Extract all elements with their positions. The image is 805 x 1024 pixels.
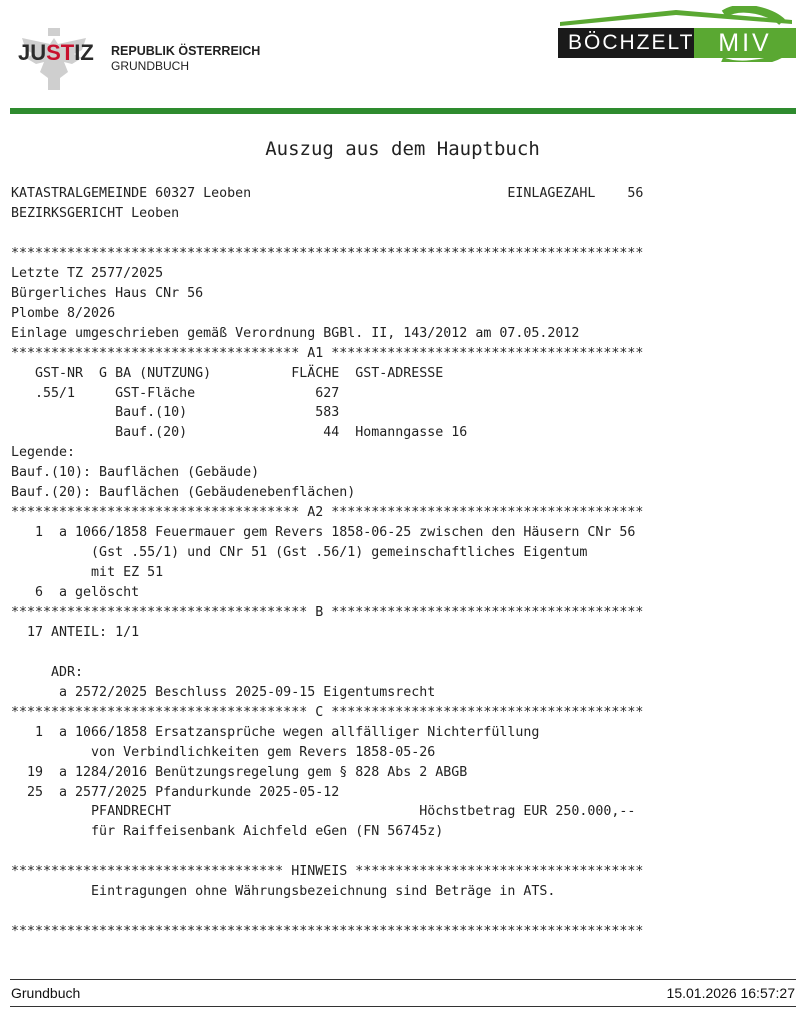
- document-line: .55/1 GST-Fläche 627: [11, 385, 340, 401]
- registry-subtitle: GRUNDBUCH: [111, 59, 189, 73]
- document-line: ************************************* B ***************************************: [11, 604, 644, 620]
- header-divider: [10, 108, 796, 114]
- document-line: 25 a 2577/2025 Pfandurkunde 2025-05-12: [11, 784, 340, 800]
- document-line: ********************************** HINWEIS ************************************: [11, 864, 644, 880]
- document-line: ************************************ A1 ***************************************: [11, 345, 644, 361]
- document-line: ************************************ A2 ***************************************: [11, 505, 644, 521]
- document-line: Einlage umgeschrieben gemäß Verordnung BGBl. II, 143/2012 am 07.05.2012: [11, 325, 580, 341]
- document-line: a 2572/2025 Beschluss 2025-09-15 Eigentumsrecht: [11, 684, 436, 700]
- document-line: ADR:: [11, 664, 84, 680]
- document-line: Bauf.(10): Bauflächen (Gebäude): [11, 465, 260, 481]
- document-line: Letzte TZ 2577/2025: [11, 265, 164, 281]
- document-line: Eintragungen ohne Währungsbezeichnung sind Beträge in ATS.: [11, 884, 556, 900]
- republic-heading: [111, 44, 260, 74]
- document-line: PFANDRECHT Höchstbetrag EUR 250.000,--: [11, 804, 636, 820]
- document-line: ************************************* C ***************************************: [11, 704, 644, 720]
- justiz-wordmark: JUSTIZ: [18, 40, 94, 65]
- document-line: von Verbindlichkeiten gem Revers 1858-05-26: [11, 744, 436, 760]
- document-line: BEZIRKSGERICHT Leoben: [11, 205, 180, 221]
- footer-top-rule: [10, 979, 796, 980]
- brand-name-left: BÖCHZELT: [558, 28, 694, 58]
- document-line: 17 ANTEIL: 1/1: [11, 624, 140, 640]
- document-line: Bauf.(10) 583: [11, 405, 340, 421]
- document-line: GST-NR G BA (NUTZUNG) FLÄCHE GST-ADRESSE: [11, 365, 444, 381]
- document-title: Auszug aus dem Hauptbuch: [265, 138, 540, 160]
- document-line: 6 a gelöscht: [11, 585, 140, 600]
- document-line: für Raiffeisenbank Aichfeld eGen (FN 56745z): [11, 824, 444, 840]
- document-line: Legende:: [11, 445, 76, 461]
- document-line: *******************************************************************************: [11, 245, 644, 261]
- brand-logo: [556, 6, 798, 62]
- page-header: [0, 0, 805, 118]
- document-line: KATASTRALGEMEINDE 60327 Leoben EINLAGEZAHL 56: [11, 186, 644, 201]
- document-line: Bauf.(20): Bauflächen (Gebäudenebenflächen): [11, 485, 356, 501]
- document-line: 1 a 1066/1858 Feuermauer gem Revers 1858-06-25 zwischen den Häusern CNr 56: [11, 525, 636, 541]
- document-line: Bürgerliches Haus CNr 56: [11, 285, 204, 301]
- document-line: Bauf.(20) 44 Homanngasse 16: [11, 425, 468, 441]
- footer-bottom-rule: [10, 1006, 796, 1007]
- document-line: (Gst .55/1) und CNr 51 (Gst .56/1) gemeinschaftliches Eigentum: [11, 545, 588, 561]
- republic-title: REPUBLIK ÖSTERREICH: [111, 44, 261, 58]
- document-line: Plombe 8/2026: [11, 305, 116, 321]
- footer-timestamp: 15.01.2026 16:57:27: [666, 985, 795, 1001]
- document-line: 19 a 1284/2016 Benützungsregelung gem § 828 Abs 2 ABGB: [11, 764, 468, 780]
- brand-name-right: MIV: [694, 28, 796, 58]
- footer-label: Grundbuch: [11, 985, 81, 1001]
- document-line: *******************************************************************************: [11, 924, 644, 940]
- justiz-logo: [12, 28, 96, 96]
- document-line: mit EZ 51: [11, 565, 164, 581]
- document-line: 1 a 1066/1858 Ersatzansprüche wegen allfälliger Nichterfüllung: [11, 724, 540, 740]
